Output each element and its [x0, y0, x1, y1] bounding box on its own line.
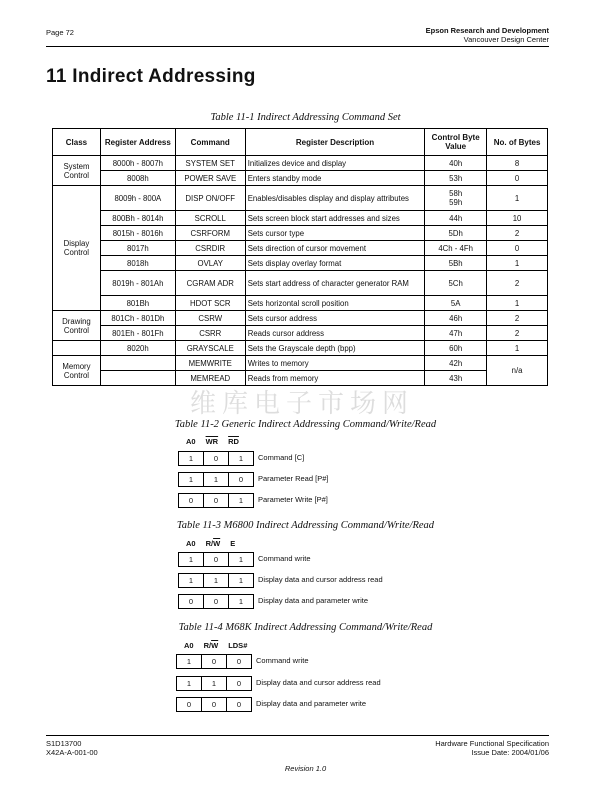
command-cell: HDOT SCR [175, 296, 245, 311]
byte-count-cell: 0 [487, 241, 548, 256]
bit-value: 0 [204, 595, 229, 608]
table-row [53, 226, 548, 241]
command-cell: OVLAY [175, 256, 245, 271]
watermark: 维库电子市场网 [190, 389, 415, 419]
bit-value: 0 [204, 452, 229, 465]
control-byte-cell: 53h [425, 171, 487, 186]
control-byte-cell: 5Bh [425, 256, 487, 271]
column-header: Register Description [245, 129, 425, 156]
bit-value: 0 [236, 700, 242, 709]
register-address-cell [100, 356, 175, 371]
bit-value: 0 [204, 553, 229, 566]
description-cell: Sets cursor address [245, 311, 425, 326]
register-address-cell: 8019h - 801Ah [100, 271, 175, 296]
byte-count-cell: 0 [487, 171, 548, 186]
signal-r: R/ [205, 539, 214, 548]
bit-box [178, 472, 254, 487]
command-cell: GRAYSCALE [175, 341, 245, 356]
register-address-cell: 8008h [100, 171, 175, 186]
register-address-cell: 8009h - 800A [100, 186, 175, 211]
bit-value: 1 [177, 677, 202, 690]
byte-count-cell: 2 [487, 311, 548, 326]
doc-code: X42A-A-001-00 [46, 748, 98, 757]
column-header: Command [175, 129, 245, 156]
section-title: 11 Indirect Addressing [46, 66, 256, 87]
table-row [53, 211, 548, 226]
command-cell: CSRFORM [175, 226, 245, 241]
class-cell: Drawing Control [53, 311, 101, 341]
table-caption: Table 11-4 M68K Indirect Addressing Command/Write/Read [178, 622, 433, 633]
design-center: Vancouver Design Center [463, 35, 549, 44]
bit-label: Command write [256, 656, 309, 665]
description-cell: Sets horizontal scroll position [245, 296, 425, 311]
column-header: No. of Bytes [487, 129, 548, 156]
bit-value: 0 [238, 475, 244, 484]
bit-box [176, 676, 252, 691]
bit-label: Display data and parameter write [258, 596, 369, 605]
signal-rw [206, 539, 221, 548]
byte-count-cell: 1 [487, 186, 548, 211]
company-name: Epson Research and Development [425, 26, 549, 35]
control-byte-cell: 47h [425, 326, 487, 341]
bit-value: 1 [177, 655, 202, 668]
byte-count-cell: n/a [487, 356, 548, 386]
footer-rule [46, 735, 549, 736]
signal-headers [186, 437, 239, 446]
description-cell: Writes to memory [245, 356, 425, 371]
bit-value: 1 [204, 473, 229, 486]
register-address-cell: 8020h [100, 341, 175, 356]
bit-value: 0 [202, 698, 227, 711]
register-address-cell: 801Ch - 801Dh [100, 311, 175, 326]
signal-rd: $\overline{RD}$ [228, 437, 239, 446]
signal-headers [184, 641, 247, 650]
control-byte-cell: 43h [425, 371, 487, 386]
bit-value: 0 [236, 679, 242, 688]
bit-value: 0 [179, 595, 204, 608]
table-row [53, 241, 548, 256]
table-row [53, 341, 548, 356]
command-cell: POWER SAVE [175, 171, 245, 186]
signal-a0: A0 [186, 539, 196, 548]
signal-a0: A0 [186, 437, 196, 446]
table-header-row [53, 129, 548, 156]
column-header: Register Address [100, 129, 175, 156]
signal-headers [186, 539, 235, 548]
register-address-cell: 8018h [100, 256, 175, 271]
signal-wr: $\overline{WR}$ [205, 437, 219, 446]
bit-value: 0 [177, 698, 202, 711]
bit-value: 1 [238, 496, 244, 505]
column-header: Control Byte Value [425, 129, 487, 156]
control-byte-cell: 42h [425, 356, 487, 371]
table-caption: Table 11-1 Indirect Addressing Command Set [210, 112, 401, 123]
bit-value: 0 [204, 494, 229, 507]
command-cell: MEMWRITE [175, 356, 245, 371]
doc-number: S1D13700 [46, 739, 82, 748]
control-byte-cell: 5Dh [425, 226, 487, 241]
header-rule [46, 46, 549, 47]
command-cell: CSRW [175, 311, 245, 326]
command-cell: CSRR [175, 326, 245, 341]
signal-rw [204, 641, 219, 650]
register-address-cell [100, 371, 175, 386]
doc-type: Hardware Functional Specification [435, 739, 549, 748]
table-row [53, 311, 548, 326]
signal-third: E [230, 539, 236, 548]
control-byte-cell: 46h [425, 311, 487, 326]
revision: Revision 1.0 [284, 764, 327, 773]
description-cell: Enables/disables display and display attributes [245, 186, 425, 211]
control-byte-cell: 5A [425, 296, 487, 311]
description-cell: Sets direction of cursor movement [245, 241, 425, 256]
class-cell: Memory Control [53, 356, 101, 386]
table-row [53, 156, 548, 171]
byte-count-cell: 1 [487, 256, 548, 271]
bit-label: Parameter Write [P#] [258, 495, 328, 504]
bit-box [178, 594, 254, 609]
command-cell: CSRDIR [175, 241, 245, 256]
register-address-cell: 8015h - 8016h [100, 226, 175, 241]
bit-value: 1 [238, 555, 244, 564]
bit-value: 0 [179, 494, 204, 507]
page-number: Page 72 [46, 28, 74, 37]
byte-count-cell: 2 [487, 271, 548, 296]
byte-count-cell: 1 [487, 296, 548, 311]
bit-value: 1 [179, 473, 204, 486]
signal-r: R/ [203, 641, 212, 650]
table-row [53, 256, 548, 271]
description-cell: Sets display overlay format [245, 256, 425, 271]
bit-value: 1 [238, 597, 244, 606]
signal-third: LDS# [228, 641, 248, 650]
table-row [53, 171, 548, 186]
byte-count-cell: 8 [487, 156, 548, 171]
column-header: Class [53, 129, 101, 156]
byte-count-cell: 2 [487, 326, 548, 341]
signal-w: $\overline{W}$ [213, 539, 221, 548]
description-cell: Reads cursor address [245, 326, 425, 341]
control-byte-cell: 5Ch [425, 271, 487, 296]
bit-box [176, 654, 252, 669]
issue-date: Issue Date: 2004/01/06 [471, 748, 549, 757]
bit-value: 1 [202, 677, 227, 690]
bit-box [176, 697, 252, 712]
byte-count-cell: 10 [487, 211, 548, 226]
bit-label: Display data and cursor address read [258, 575, 383, 584]
command-cell: MEMREAD [175, 371, 245, 386]
table-row [53, 271, 548, 296]
command-cell: SYSTEM SET [175, 156, 245, 171]
signal-a0: A0 [184, 641, 194, 650]
bit-label: Display data and cursor address read [256, 678, 381, 687]
control-byte-cell: 60h [425, 341, 487, 356]
signal-w: $\overline{W}$ [211, 641, 219, 650]
control-byte-cell: 58h 59h [425, 186, 487, 211]
bit-value: 0 [202, 655, 227, 668]
table-row [53, 296, 548, 311]
bit-label: Command [C] [258, 453, 305, 462]
bit-box [178, 493, 254, 508]
bit-box [178, 451, 254, 466]
control-byte-cell: 40h [425, 156, 487, 171]
command-cell: DISP ON/OFF [175, 186, 245, 211]
class-cell [53, 341, 101, 356]
bit-value: 1 [179, 553, 204, 566]
description-cell: Sets the Grayscale depth (bpp) [245, 341, 425, 356]
byte-count-cell: 1 [487, 341, 548, 356]
bit-value: 0 [236, 657, 242, 666]
class-cell: System Control [53, 156, 101, 186]
table-row [53, 186, 548, 211]
bit-value: 1 [204, 574, 229, 587]
class-cell: Display Control [53, 186, 101, 311]
register-address-cell: 801Eh - 801Fh [100, 326, 175, 341]
bit-value: 1 [238, 454, 244, 463]
bit-value: 1 [179, 452, 204, 465]
bit-label: Parameter Read [P#] [258, 474, 329, 483]
table-row [53, 326, 548, 341]
command-cell: CGRAM ADR [175, 271, 245, 296]
description-cell: Sets screen block start addresses and sizes [245, 211, 425, 226]
bit-value: 1 [238, 576, 244, 585]
description-cell: Initializes device and display [245, 156, 425, 171]
description-cell: Reads from memory [245, 371, 425, 386]
register-address-cell: 8000h - 8007h [100, 156, 175, 171]
register-address-cell: 800Bh - 8014h [100, 211, 175, 226]
control-byte-cell: 4Ch - 4Fh [425, 241, 487, 256]
table-caption: Table 11-2 Generic Indirect Addressing Command/Write/Read [174, 419, 437, 430]
table-row [53, 371, 548, 386]
bit-label: Display data and parameter write [256, 699, 367, 708]
description-cell: Sets start address of character generator RAM [245, 271, 425, 296]
register-address-cell: 801Bh [100, 296, 175, 311]
control-byte-cell: 44h [425, 211, 487, 226]
command-cell: SCROLL [175, 211, 245, 226]
register-address-cell: 8017h [100, 241, 175, 256]
table-caption: Table 11-3 M6800 Indirect Addressing Command/Write/Read [176, 520, 435, 531]
bit-box [178, 573, 254, 588]
byte-count-cell: 2 [487, 226, 548, 241]
bit-box [178, 552, 254, 567]
bit-value: 1 [179, 574, 204, 587]
table-row [53, 356, 548, 371]
description-cell: Enters standby mode [245, 171, 425, 186]
description-cell: Sets cursor type [245, 226, 425, 241]
command-set-table [52, 128, 548, 386]
bit-label: Command write [258, 554, 311, 563]
